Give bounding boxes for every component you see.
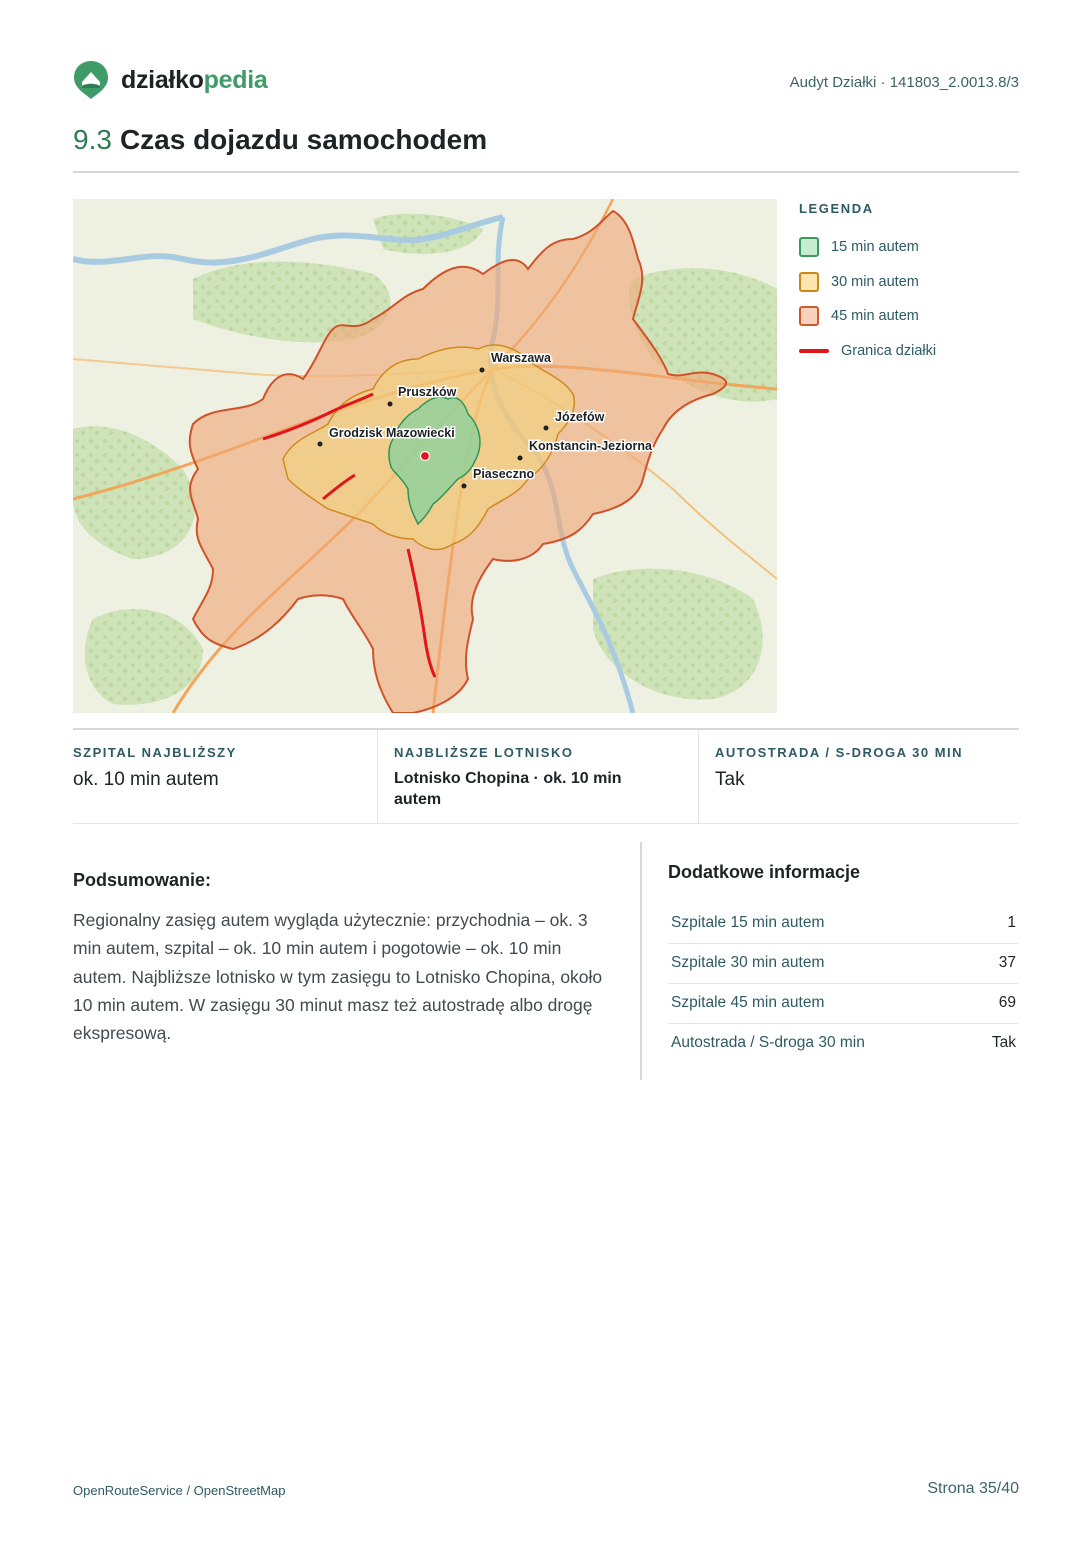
vertical-divider — [640, 842, 642, 1080]
info-key: Szpitale 30 min autem — [671, 954, 825, 971]
plot-boundary-marker — [421, 452, 430, 461]
info-row — [668, 984, 1019, 1024]
legend-label: 30 min autem — [831, 273, 919, 290]
info-key: Szpitale 45 min autem — [671, 994, 825, 1011]
info-value: 69 — [998, 994, 1016, 1011]
stats-row — [73, 728, 1019, 824]
isochrone-map[interactable] — [73, 199, 777, 713]
section-heading: Czas dojazdu samochodem — [119, 124, 488, 155]
title-divider — [73, 171, 1019, 173]
stat-value: ok. 10 min autem — [73, 769, 219, 790]
stat-label: NAJBLIŻSZE LOTNISKO — [394, 745, 574, 760]
legend-title: LEGENDA — [799, 201, 874, 216]
legend-item-45 — [799, 306, 1019, 326]
summary-title: Podsumowanie: — [73, 870, 212, 890]
legend-swatch-30 — [799, 272, 819, 292]
map-label-jozefow: Józefów — [555, 410, 605, 424]
stat-highway — [698, 730, 1019, 823]
legend-label: 45 min autem — [831, 308, 919, 324]
info-key: Autostrada / S-droga 30 min — [671, 1034, 865, 1051]
info-value: Tak — [991, 1034, 1016, 1051]
page-header — [73, 58, 1019, 102]
extra-info-section — [668, 862, 1019, 1063]
legend-item-30 — [799, 272, 1019, 292]
map-legend — [799, 201, 1019, 375]
legend-item-15 — [799, 237, 1019, 257]
info-row — [668, 944, 1019, 984]
extra-info-title: Dodatkowe informacje — [668, 862, 861, 882]
legend-swatch-45 — [799, 306, 819, 326]
map-label-pruszkow: Pruszków — [398, 385, 457, 399]
page-number: Strona 35/40 — [927, 1480, 1019, 1497]
logo[interactable] — [73, 60, 267, 100]
legend-swatch-15 — [799, 237, 819, 257]
map-pin-logo-icon — [73, 60, 109, 100]
info-value: 1 — [1007, 914, 1016, 931]
summary-section — [73, 870, 613, 1047]
legend-line-swatch — [799, 349, 829, 353]
info-row — [668, 904, 1019, 944]
map-source-credit: OpenRouteService / OpenStreetMap — [73, 1483, 286, 1498]
stat-airport — [377, 730, 698, 823]
summary-text: Regionalny zasięg autem wygląda użytecznie: przychodnia – ok. 3 min autem, szpital – ok. 10 min autem i pogotowie – ok. 10 min autem. Najbliższe lotnisko w tym zasięgu to Lotnisko Chopina, około 10 min autem. W zasięgu 30 minut masz też autostradę albo drogę ekspresową. — [73, 910, 603, 1044]
document-id: Audyt Działki · 141803_2.0013.8/3 — [789, 74, 1019, 91]
stat-value: Tak — [715, 769, 745, 790]
logo-text: działkopedia — [121, 65, 268, 94]
stat-value: Lotnisko Chopina · ok. 10 min autem — [394, 770, 622, 808]
stat-label: SZPITAL NAJBLIŻSZY — [73, 745, 237, 760]
map-label-warszawa: Warszawa — [491, 351, 551, 365]
stat-hospital — [73, 730, 377, 823]
legend-item-boundary — [799, 341, 1019, 361]
map-label-piaseczno: Piaseczno — [473, 467, 535, 481]
info-value: 37 — [998, 954, 1016, 971]
stat-label: AUTOSTRADA / S-DROGA 30 MIN — [715, 745, 964, 760]
legend-label: Granica działki — [841, 342, 937, 359]
legend-label: 15 min autem — [831, 239, 919, 255]
map-label-grodzisk: Grodzisk Mazowiecki — [329, 426, 455, 440]
section-title — [73, 124, 487, 156]
map-label-konstancin: Konstancin-Jeziorna — [529, 439, 652, 453]
section-number: 9.3 — [73, 124, 112, 155]
info-row — [668, 1024, 1019, 1063]
info-key: Szpitale 15 min autem — [671, 914, 825, 931]
